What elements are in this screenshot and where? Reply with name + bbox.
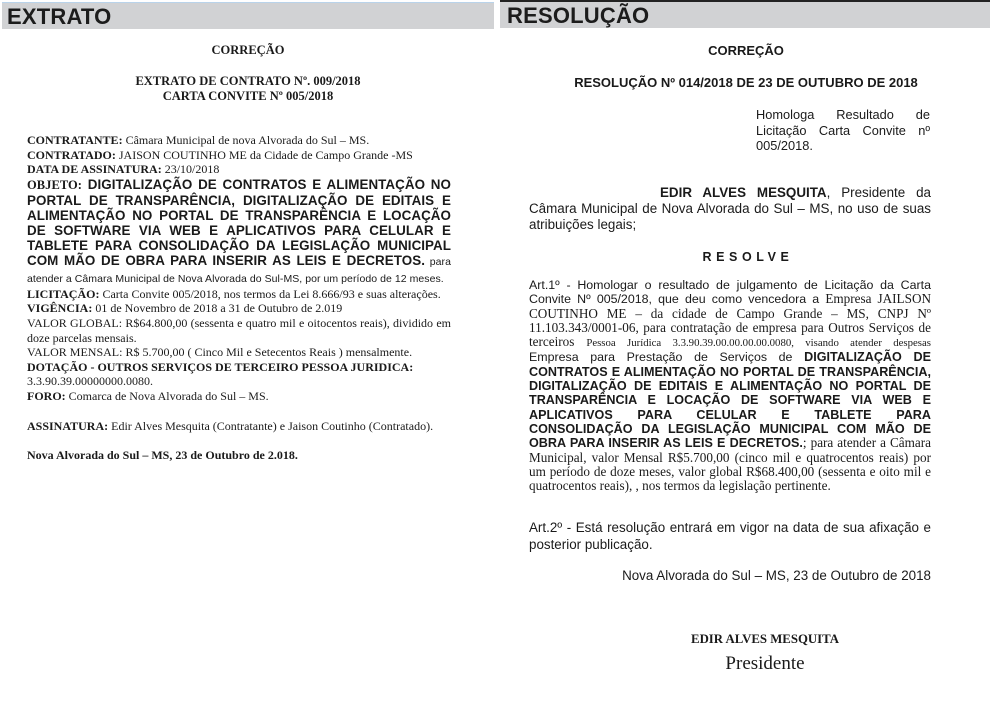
signature-role: Presidente [725, 653, 805, 674]
resolucao-title: RESOLUÇÃO Nº 014/2018 DE 23 DE OUTUBRO DE 2018 [574, 75, 918, 90]
assinatura-field: ASSINATURA: Edir Alves Mesquita (Contratante) e Jaison Coutinho (Contratado). [27, 418, 434, 433]
signature-name: EDIR ALVES MESQUITA [691, 632, 839, 646]
extrato-correcao-heading: CORREÇÃO [211, 43, 285, 57]
extrato-local-data: Nova Alvorada do Sul – MS, 23 de Outubro de 2.018. [27, 448, 298, 463]
extrato-body [27, 133, 451, 463]
article-1-objeto: DIGITALIZAÇÃO DE CONTRATOS E ALIMENTAÇÃO NO PORTAL DE TRANSPARÊNCIA, DIGITALIZAÇÃO DE EDITAIS E ALIMENTAÇÃO NO PORTAL DE TRANSPARÊNCIA E LOCAÇÃO DE SOFTWARE VIA WEB E APLICATIVOS PARA CELULAR E TABLETE PARA CONSOLIDAÇÃO DA LEGISLAÇÃO MUNICIPAL COM MÃO DE OBRA PARA INSERIR AS LEIS E DECRETOS. [529, 350, 931, 451]
presidente-name: EDIR ALVES MESQUITA [660, 185, 827, 200]
resolucao-local-data: Nova Alvorada do Sul – MS, 23 de Outubro de 2018 [622, 568, 931, 583]
foro-field: FORO: Comarca de Nova Alvorada do Sul – MS. [27, 388, 269, 403]
resolve-heading: RESOLVE [702, 250, 794, 264]
data-assinatura-field: DATA DE ASSINATURA: 23/10/2018 [27, 162, 220, 177]
objeto-field: OBJETO: DIGITALIZAÇÃO DE CONTRATOS E ALIMENTAÇÃO NO PORTAL DE TRANSPARÊNCIA, DIGITALIZAÇÃO DE EDITAIS E ALIMENTAÇÃO NO PORTAL DE TRANSPARÊNCIA E LOCAÇÃO DE SOFTWARE VIA WEB E APLICATIVOS PARA CELULAR E TABLETE PARA CONSOLIDAÇÃO DA LEGISLAÇÃO MUNICIPAL COM MÃO DE OBRA PARA INSERIR AS LEIS E DECRETOS. para atender a Câmara Municipal de Nova Alvorada do Sul-MS, por um período de 12 meses. [27, 176, 451, 285]
dotacao-field: DOTAÇÃO - OUTROS SERVIÇOS DE TERCEIRO PESSOA JURIDICA: 3.3.90.39.00000000.0080. [27, 359, 414, 389]
valor-global-field: VALOR GLOBAL: R$64.800,00 (sessenta e quatro mil e oitocentos reais), dividido em doze parcelas mensais. [27, 315, 451, 345]
article-2: Art.2º - Está resolução entrará em vigor na data de sua afixação e posterior publicação. [529, 520, 931, 552]
extrato-carta-convite-number: CARTA CONVITE Nº 005/2018 [162, 89, 334, 103]
resolucao-section-header: RESOLUÇÃO [500, 0, 990, 28]
resolucao-column [500, 0, 992, 674]
vigencia-field: VIGÊNCIA: 01 de Novembro de 2018 a 31 de Outubro de 2.019 [27, 301, 343, 316]
resolucao-correcao-heading: CORREÇÃO [708, 43, 784, 58]
licitacao-field: LICITAÇÃO: Carta Convite 005/2018, nos termos da Lei 8.666/93 e suas alterações. [27, 286, 441, 301]
extrato-section-header: EXTRATO [2, 2, 494, 29]
extrato-column [0, 0, 496, 463]
contratante-field: CONTRATANTE: Câmara Municipal de nova Alvorada do Sul – MS. [27, 133, 370, 147]
valor-mensal-field: VALOR MENSAL: R$ 5.700,00 ( Cinco Mil e Setecentos Reais ) mensalmente. [27, 345, 413, 360]
contratado-field: CONTRATADO: JAISON COUTINHO ME da Cidade de Campo Grande -MS [27, 147, 413, 162]
extrato-title [0, 74, 496, 104]
resolucao-ementa: Homologa Resultado de Licitação Carta Convite nº 005/2018. [756, 107, 930, 153]
article-1: Art.1º - Homologar o resultado de julgamento de Licitação da Carta Convite Nº 005/2018, que deu como vencedora a Empresa JAILSON COUTINHO ME – da cidade de Campo Grande – MS, CNPJ Nº 11.103.343/0001-06, para contratação de empresa para Outros Serviços de terceiros Pessoa Jurídica 3.3.90.39.00.00.00.00.0080, visando atender despesas Empresa para Prestação de Serviços de DIGITALIZAÇÃO DE CONTRATOS E ALIMENTAÇÃO NO PORTAL DE TRANSPARÊNCIA, DIGITALIZAÇÃO DE EDITAIS E ALIMENTAÇÃO NO PORTAL DE TRANSPARÊNCIA E LOCAÇÃO DE SOFTWARE VIA WEB E APLICATIVOS PARA CELULAR E TABLETE PARA CONSOLIDAÇÃO DA LEGISLAÇÃO MUNICIPAL COM MÃO DE OBRA PARA INSERIR AS LEIS E DECRETOS.; para atender a Câmara Municipal, valor Mensal R$5.700,00 (cinco mil e quatrocentos reais) por um período de doze meses, valor global R$68.400,00 (sessenta e oito mil e quatrocentos reais), , nos termos da legislação pertinente. [529, 278, 931, 494]
extrato-contract-number: EXTRATO DE CONTRATO Nº. 009/2018 [135, 74, 361, 88]
resolucao-preamble: EDIR ALVES MESQUITA, Presidente da Câmara Municipal de Nova Alvorada do Sul – MS, no uso de suas atribuições legais; [529, 185, 931, 233]
